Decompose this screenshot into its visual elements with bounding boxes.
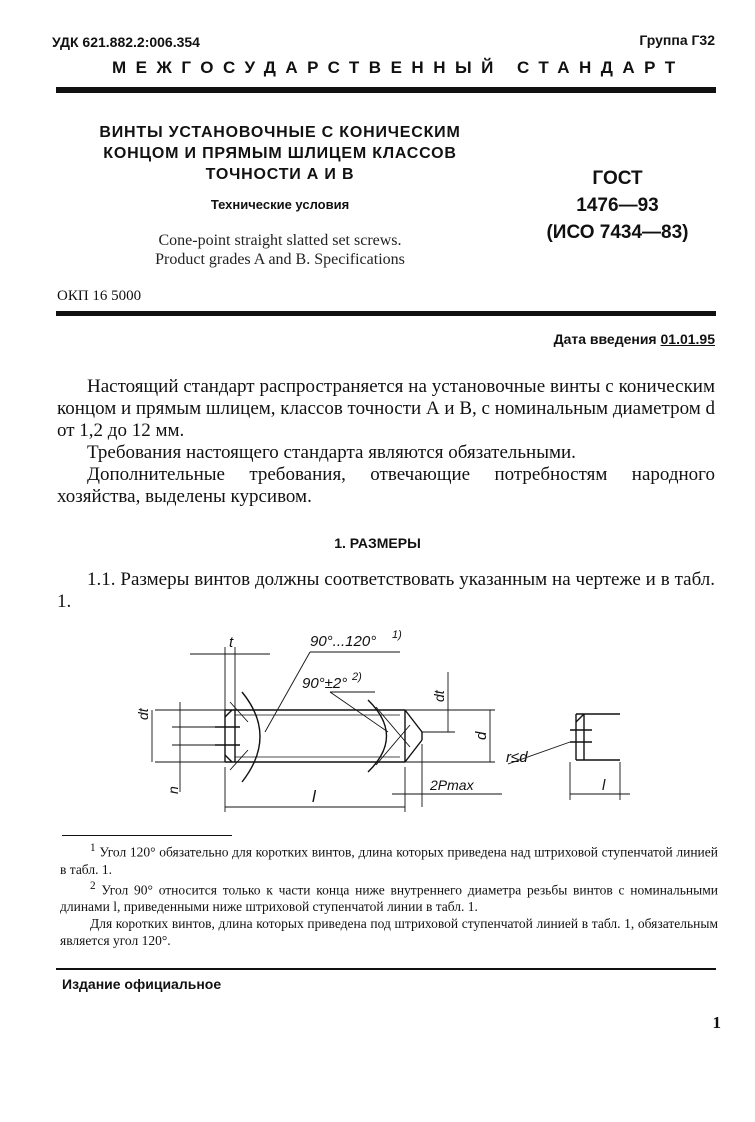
- footnote-1-mark: 1: [90, 842, 96, 854]
- section-text: [57, 569, 715, 613]
- footer-rule: [56, 968, 716, 970]
- dim-l-detail-label: l: [602, 777, 606, 794]
- title-rule: [56, 311, 716, 316]
- page-number: 1: [712, 1013, 721, 1032]
- footnote-rule: [62, 835, 232, 836]
- iso-number: (ИСО 7434—83): [546, 222, 689, 243]
- document-subtitle: Технические условия: [210, 197, 350, 212]
- gost-block: [520, 165, 715, 246]
- footnote-1-text: Угол 120° обязательно для коротких винтов, длина которых приведена над штриховой ступенчатой линией в табл. 1.: [60, 844, 719, 877]
- english-title: [60, 231, 500, 269]
- introduction-date-value: 01.01.95: [660, 331, 715, 347]
- screw-drawing: [130, 622, 650, 822]
- dim-d-label: d: [473, 731, 490, 740]
- english-title-line-1: Cone-point straight slatted set screws.: [158, 232, 402, 249]
- dim-n-label: n: [165, 786, 181, 794]
- footnote-2-text: Угол 90° относится только к части конца ниже внутреннего диаметра резьбы винтов с номинальными длинами l, приведенными ниже штриховой ступенчатой линии в табл. 1.: [60, 882, 718, 914]
- screw-body: [215, 710, 422, 762]
- section-title: 1. РАЗМЕРЫ: [334, 535, 421, 551]
- footnote-3: Для коротких винтов, длина которых приведена под штриховой ступенчатой линией в табл. 1, обязательным является угол 120°.: [60, 916, 718, 948]
- title-line-1: ВИНТЫ УСТАНОВОЧНЫЕ С КОНИЧЕСКИМ: [99, 124, 461, 141]
- angle-note-1: 1): [392, 629, 402, 641]
- dim-dt-right-label: dt: [431, 690, 447, 702]
- introduction-label: Дата введения: [553, 331, 657, 347]
- title-line-2: КОНЦОМ И ПРЯМЫМ ШЛИЦЕМ КЛАССОВ: [103, 145, 457, 162]
- official-edition-label: Издание официальное: [62, 976, 222, 992]
- footnote-2: [60, 878, 718, 916]
- dim-t-label: t: [229, 634, 234, 651]
- standard-type: МЕЖГОСУДАРСТВЕННЫЙ СТАНДАРТ: [112, 58, 685, 77]
- english-title-line-2: Product grades A and B. Specifications: [155, 251, 405, 268]
- section-paragraph-1: 1.1. Размеры винтов должны соответствовать указанным на чертеже и в табл. 1.: [57, 569, 715, 612]
- body-text: [57, 376, 715, 508]
- footnote-1: [60, 840, 718, 878]
- dim-2p-label: 2Pmax: [430, 777, 474, 793]
- point-angle-arc: [368, 700, 387, 772]
- dim-l-label: l: [312, 787, 316, 806]
- gost-number: 1476—93: [576, 195, 659, 216]
- okp-code: ОКП 16 5000: [57, 288, 142, 304]
- group-code: Группа Г32: [639, 32, 715, 48]
- document-title: [60, 122, 500, 185]
- angle-note-2: 2): [352, 671, 362, 683]
- footnotes: [60, 840, 718, 949]
- body-paragraph-3: Дополнительные требования, отвечающие потребностям народного хозяйства, выделены курсивом.: [57, 464, 715, 507]
- introduction-date: [554, 331, 715, 347]
- angle-label-1: 90°...120°: [310, 633, 377, 650]
- body-paragraph-1: Настоящий стандарт распространяется на установочные винты с коническим концом и прямым шлицем, классов точности А и B, с номинальным диаметром d от 1,2 до 12 мм.: [57, 376, 715, 441]
- dim-r-label: r≤d: [506, 749, 528, 766]
- body-paragraph-2: Требования настоящего стандарта являются обязательными.: [87, 442, 576, 463]
- head-angle-arc: [242, 692, 260, 782]
- udk-code: УДК 621.882.2:006.354: [52, 34, 200, 50]
- gost-label: ГОСТ: [592, 168, 643, 189]
- dim-dt-left-label: dt: [135, 708, 151, 720]
- title-line-3: ТОЧНОСТИ А И B: [205, 166, 355, 183]
- angle-label-2: 90°±2°: [302, 675, 348, 692]
- header-rule: [56, 87, 716, 93]
- footnote-2-mark: 2: [90, 879, 96, 892]
